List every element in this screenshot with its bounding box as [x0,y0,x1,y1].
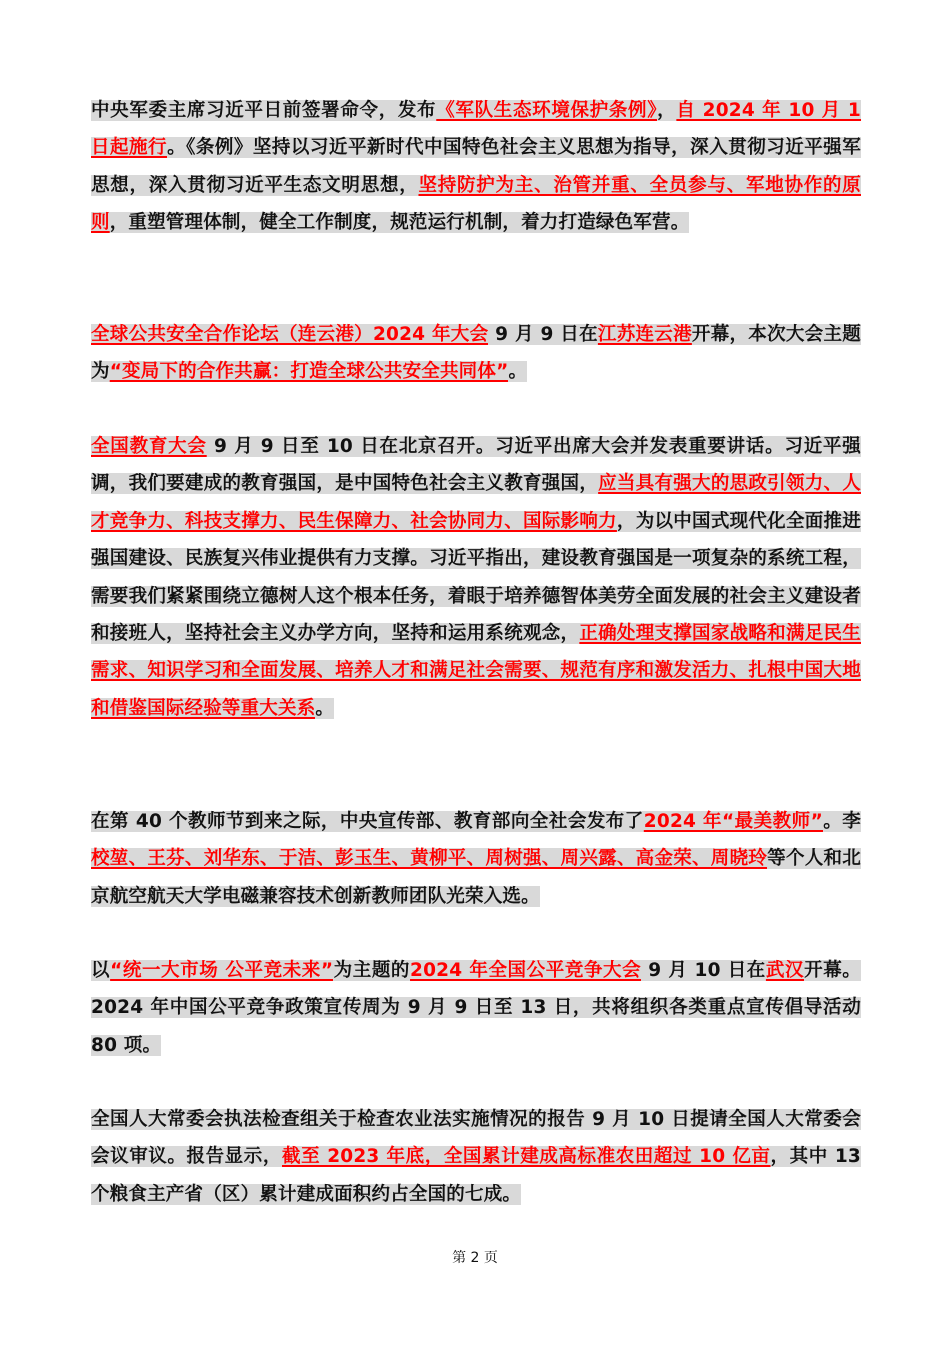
text-segment: ，为以中国式现代化全面推进强国建设、民族复兴伟业提供有力支撑。习近平指出，建设教育强国是一项复杂的系统工程，需要我们紧紧围绕立德树人这个根本任务，着眼于培养德智体美劳全面发展的社会主义建设者和接班人，坚持社会主义办学方向，坚持和运用系统观念， [91,510,861,645]
paragraph-fair-competition [91,952,861,1064]
highlighted-text: “变局下的合作共赢：打造全球公共安全共同体” [109,361,509,383]
text-segment: ， [657,100,677,121]
text-segment: 。 [508,361,528,383]
paragraph-public-security-forum [91,316,861,391]
text-segment: 。 [315,697,335,719]
highlighted-text: 《军队生态环境保护条例》 [436,100,658,121]
highlighted-text: 截至 2023 年底，全国累计建成高标准农田超过 10 亿亩 [281,1146,771,1168]
text-segment: 9 月 9 日在 [488,324,598,345]
text-segment: 。李 [823,811,861,832]
highlighted-text: 全球公共安全合作论坛（连云港）2024 年大会 [91,324,489,345]
highlighted-text: 全国教育大会 [91,436,207,457]
paragraph-agriculture-report [91,1101,861,1213]
page-number: 第 2 页 [452,1250,498,1266]
highlighted-text: 江苏连云港 [597,324,692,345]
paragraph-military-eco-regulation [91,92,861,242]
text-segment: 。《条例》坚持以习近平新时代中国特色社会主义思想为指导，深入贯彻习近平强军思想，深入贯彻习近平生态文明思想， [91,137,861,196]
highlighted-text: 武汉 [765,960,805,981]
text-segment: 9 月 9 日至 10 日在北京召开。习近平出席大会并发表重要讲话。习近平强调，我们要建成的教育强国，是中国特色社会主义教育强国， [91,436,862,495]
text-segment: ，重塑管理体制，健全工作制度，规范运行机制，着力打造绿色军营。 [109,212,690,234]
highlighted-text: “统一大市场 公平竞未来” [110,960,334,981]
text-segment: 全国人大常委会执法检查组关于检查农业法实施情况的报告 9 月 10 日提请全国人大常委会会议审议。报告显示， [91,1109,861,1168]
paragraph-education-conference [91,428,861,727]
text-segment: 在第 40 个教师节到来之际，中央宣传部、教育部向全社会发布了 [91,811,644,832]
text-segment: 9 月 10 日在 [641,960,766,981]
text-segment: 为主题的 [333,960,411,981]
text-segment: 开幕。2024 年中国公平竞争政策宣传周为 9 月 9 日至 13 日，共将组织各类重点宣传倡导活动 80 项。 [91,960,862,1056]
highlighted-text: 自 2024 年 10 月 1 日起施行 [91,100,862,159]
text-segment: ，其中 13 个粮食主产省（区）累计建成面积约占全国的七成。 [91,1146,861,1205]
paragraph-best-teachers [91,803,861,915]
text-segment: 以 [91,960,111,981]
text-segment: 开幕，本次大会主题为 [91,324,861,383]
highlighted-text: 坚持防护为主、治管并重、全员参与、军地协作的原则 [91,174,861,234]
text-segment: 等个人和北京航空航天大学电磁兼容技术创新教师团队光荣入选。 [91,848,861,907]
highlighted-text: 应当具有强大的思政引领力、人才竞争力、科技支撑力、民生保障力、社会协同力、国际影响力 [91,473,861,532]
highlighted-text: 正确处理支撑国家战略和满足民生需求、知识学习和全面发展、培养人才和满足社会需要、规范有序和激发活力、扎根中国大地和借鉴国际经验等重大关系 [91,623,861,719]
highlighted-text: 2024 年“最美教师” [643,811,823,832]
highlighted-text: 校堃、王芬、刘华东、于洁、彭玉生、黄柳平、周树强、周兴露、高金荣、周晓玲 [91,848,768,870]
highlighted-text: 2024 年全国公平竞争大会 [410,960,642,981]
text-segment: 中央军委主席习近平日前签署命令，发布 [91,100,437,121]
